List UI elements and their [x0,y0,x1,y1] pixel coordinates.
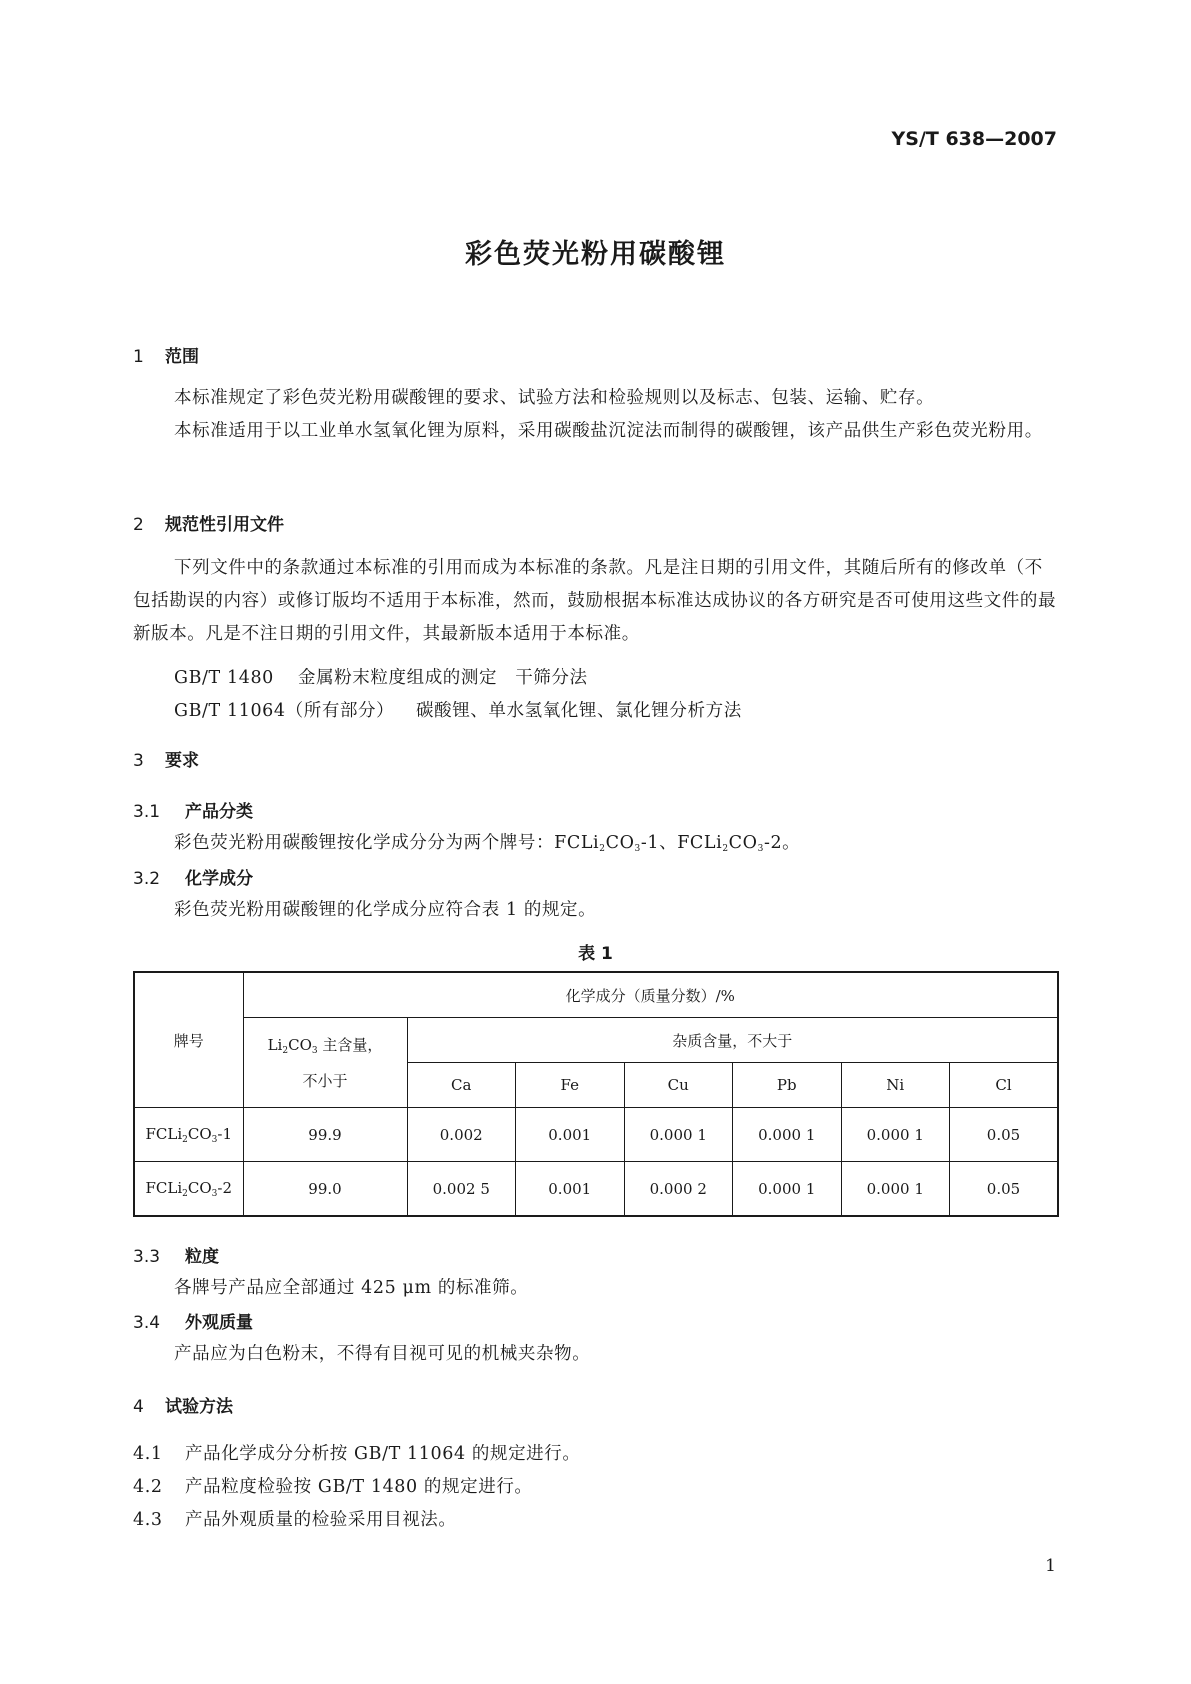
chemical-composition-table [133,971,1059,1217]
section-number: 3 [133,751,144,771]
value-cell: 0.000 1 [733,1108,842,1162]
subscript: 3 [634,844,641,854]
value-cell: 0.000 1 [841,1108,950,1162]
value-cell: 0.001 [516,1162,625,1217]
section-1-heading [133,342,199,367]
header-impurity: 杂质含量，不大于 [407,1018,1058,1063]
subsection-number: 3.1 [133,802,161,822]
subscript: 3 [757,844,764,854]
header-main-content [243,1018,407,1108]
test-method-item [133,1506,457,1531]
table-row [134,1108,1058,1162]
value-cell: 0.002 [407,1108,516,1162]
section-number: 4 [133,1397,144,1417]
value-cell: 0.000 1 [733,1162,842,1217]
subscript: 2 [182,1134,188,1145]
text-fragment: CO [288,1035,312,1054]
text-fragment: 主含量， [317,1035,383,1054]
subsection-number: 3.3 [133,1247,161,1267]
reference-title: 碳酸锂、单水氢氧化锂、氯化锂分析方法 [416,701,742,721]
text-fragment: -1、FCLi [640,833,723,853]
reference-item [174,697,742,722]
subscript: 2 [282,1045,289,1056]
text-fragment: CO [187,1124,212,1143]
reference-code: GB/T 1480 [174,668,274,688]
subsection-number: 3.2 [133,869,161,889]
section-2-paragraph: 下列文件中的条款通过本标准的引用而成为本标准的条款。凡是注日期的引用文件，其随后所有的修改单（不包括勘误的内容）或修订版均不适用于本标准，然而，鼓励根据本标准达成协议的各方研究是否可使用这些文件的最新版本。凡是不注日期的引用文件，其最新版本适用于本标准。 [133,558,1057,644]
subsection-title: 产品分类 [185,802,253,822]
value-cell: 0.002 5 [407,1162,516,1217]
section-4-heading [133,1392,233,1417]
value-cell: 0.05 [950,1162,1059,1217]
text-fragment: Li [267,1035,283,1054]
main-content-cell: 99.0 [243,1162,407,1217]
main-content-cell: 99.9 [243,1108,407,1162]
subscript: 3 [211,1188,218,1199]
subsection-title: 外观质量 [185,1313,253,1333]
section-1-paragraph-2: 本标准适用于以工业单水氢氧化锂为原料，采用碳酸盐沉淀法而制得的碳酸锂，该产品供生产彩色荧光粉用。 [174,421,1043,441]
text-fragment: FCLi [145,1124,183,1143]
document-title: 彩色荧光粉用碳酸锂 [465,239,726,270]
text-fragment: -2。 [763,833,801,853]
reference-code: GB/T 11064（所有部分） [174,701,395,721]
value-cell: 0.05 [950,1108,1059,1162]
value-cell: 0.000 2 [624,1162,733,1217]
header-element: Cl [950,1063,1059,1108]
subscript: 2 [182,1188,188,1199]
subscript: 3 [211,1134,218,1145]
item-text: 产品外观质量的检验采用目视法。 [185,1510,457,1530]
subsection-3-1-heading [133,797,253,822]
text-fragment: -2 [217,1178,233,1197]
value-cell: 0.000 1 [624,1108,733,1162]
grade-cell [134,1162,243,1217]
subscript: 2 [722,844,729,854]
item-number: 4.1 [133,1444,163,1464]
section-title: 要求 [165,751,199,771]
text-fragment: -1 [217,1124,233,1143]
grade-cell [134,1108,243,1162]
text-fragment: CO [728,833,758,853]
header-element: Cu [624,1063,733,1108]
header-composition: 化学成分（质量分数）/% [243,972,1058,1018]
section-3-heading [133,746,199,771]
text-fragment: 不小于 [302,1071,348,1090]
section-title: 试验方法 [165,1397,233,1417]
subsection-3-4-text: 产品应为白色粉末，不得有目视可见的机械夹杂物。 [174,1344,591,1364]
value-cell: 0.000 1 [841,1162,950,1217]
test-method-item [133,1473,533,1498]
standard-number: YS/T 638—2007 [891,128,1057,150]
header-element: Ca [407,1063,516,1108]
header-element: Fe [516,1063,625,1108]
table-caption: 表 1 [578,944,613,964]
item-number: 4.3 [133,1510,163,1530]
subsection-title: 粒度 [185,1247,219,1267]
subsection-3-1-text [174,829,800,854]
header-element: Ni [841,1063,950,1108]
table-row [134,1162,1058,1217]
section-2-heading [133,510,284,535]
section-title: 范围 [165,347,199,367]
reference-title: 金属粉末粒度组成的测定 干筛分法 [298,668,588,688]
subsection-3-3-text: 各牌号产品应全部通过 425 μm 的标准筛。 [174,1278,529,1298]
page-number: 1 [1045,1556,1056,1576]
subscript: 2 [599,844,606,854]
section-1-paragraph-1: 本标准规定了彩色荧光粉用碳酸锂的要求、试验方法和检验规则以及标志、包装、运输、贮存。 [174,388,935,408]
header-element: Pb [733,1063,842,1108]
test-method-item [133,1440,580,1465]
subsection-3-3-heading [133,1242,219,1267]
section-number: 1 [133,347,144,367]
subsection-number: 3.4 [133,1313,161,1333]
section-title: 规范性引用文件 [165,515,284,535]
text-fragment: CO [605,833,635,853]
subsection-3-2-text: 彩色荧光粉用碳酸锂的化学成分应符合表 1 的规定。 [174,900,597,920]
text-fragment: FCLi [145,1178,183,1197]
section-number: 2 [133,515,144,535]
header-grade: 牌号 [134,972,243,1108]
item-number: 4.2 [133,1477,163,1497]
value-cell: 0.001 [516,1108,625,1162]
subsection-3-2-heading [133,864,253,889]
text-fragment: CO [187,1178,212,1197]
item-text: 产品化学成分分析按 GB/T 11064 的规定进行。 [185,1444,581,1464]
reference-item [174,664,588,689]
subsection-title: 化学成分 [185,869,253,889]
item-text: 产品粒度检验按 GB/T 1480 的规定进行。 [185,1477,533,1497]
subscript: 3 [311,1045,318,1056]
text-fragment: 彩色荧光粉用碳酸锂按化学成分分为两个牌号：FCLi [174,833,600,853]
subsection-3-4-heading [133,1308,253,1333]
